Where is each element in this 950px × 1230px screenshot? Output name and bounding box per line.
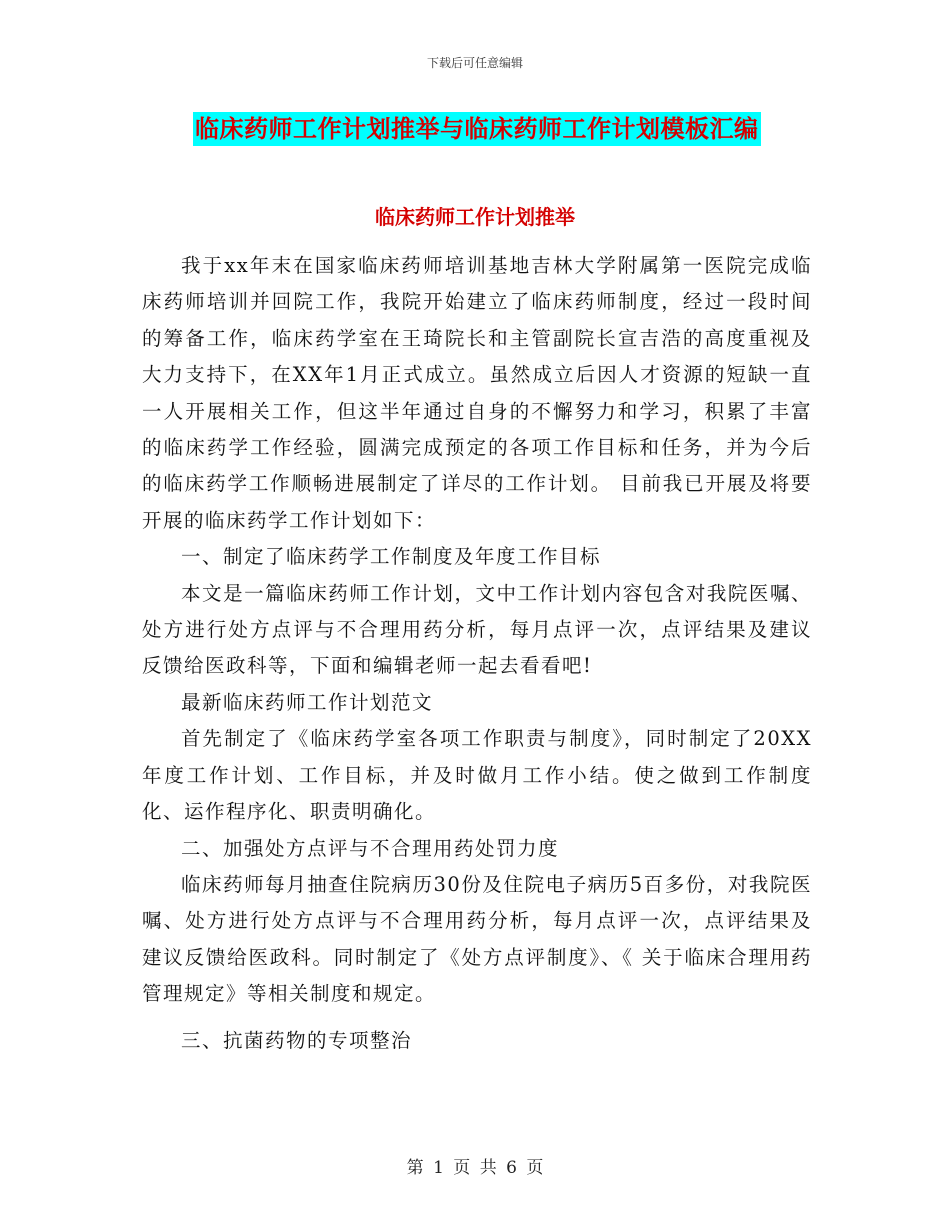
paragraph-summary: 本文是一篇临床药师工作计划，文中工作计划内容包含对我院医嘱、处方进行处方点评与不合理用药分析，每月点评一次，点评结果及建议反馈给医政科等，下面和编辑老师一起去看看吧!	[142, 581, 812, 678]
section-title: 临床药师工作计划推举	[375, 205, 575, 229]
heading-two: 二、加强处方点评与不合理用药处罚力度	[181, 836, 560, 860]
paragraph-rules: 首先制定了《临床药学室各项工作职责与制度》，同时制定了20XX年度工作计划、工作目标，并及时做月工作小结。使之做到工作制度化、运作程序化、职责明确化。	[142, 727, 812, 824]
subheading-sample: 最新临床药师工作计划范文	[181, 690, 434, 714]
paragraph-intro: 我于xx年末在国家临床药师培训基地吉林大学附属第一医院完成临床药师培训并回院工作，我院开始建立了临床药师制度，经过一段时间的筹备工作，临床药学室在王琦院长和主管副院长宣吉浩的高度重视及大力支持下，在XX年1月正式成立。虽然成立后因人才资源的短缺一直一人开展相关工作，但这半年通过自身的不懈努力和学习，积累了丰富的临床药学工作经验，圆满完成预定的各项工作目标和任务，并为今后的临床药学工作顺畅进展制定了详尽的工作计划。 目前我已开展及将要开展的临床药学工作计划如下：	[142, 254, 812, 532]
page-number: 第 1 页 共 6 页	[406, 1158, 544, 1178]
document-main-title: 临床药师工作计划推举与临床药师工作计划模板汇编	[193, 112, 761, 146]
document-body	[142, 248, 812, 1059]
header-note: 下载后可任意编辑	[426, 56, 523, 70]
heading-three: 三、抗菌药物的专项整治	[181, 1028, 413, 1052]
paragraph-review: 临床药师每月抽查住院病历30份及住院电子病历5百多份，对我院医嘱、处方进行处方点评与不合理用药分析，每月点评一次，点评结果及建议反馈给医政科。同时制定了《处方点评制度》、《 关于临床合理用药管理规定》等相关制度和规定。	[142, 872, 812, 1006]
heading-one: 一、制定了临床药学工作制度及年度工作目标	[181, 545, 602, 569]
